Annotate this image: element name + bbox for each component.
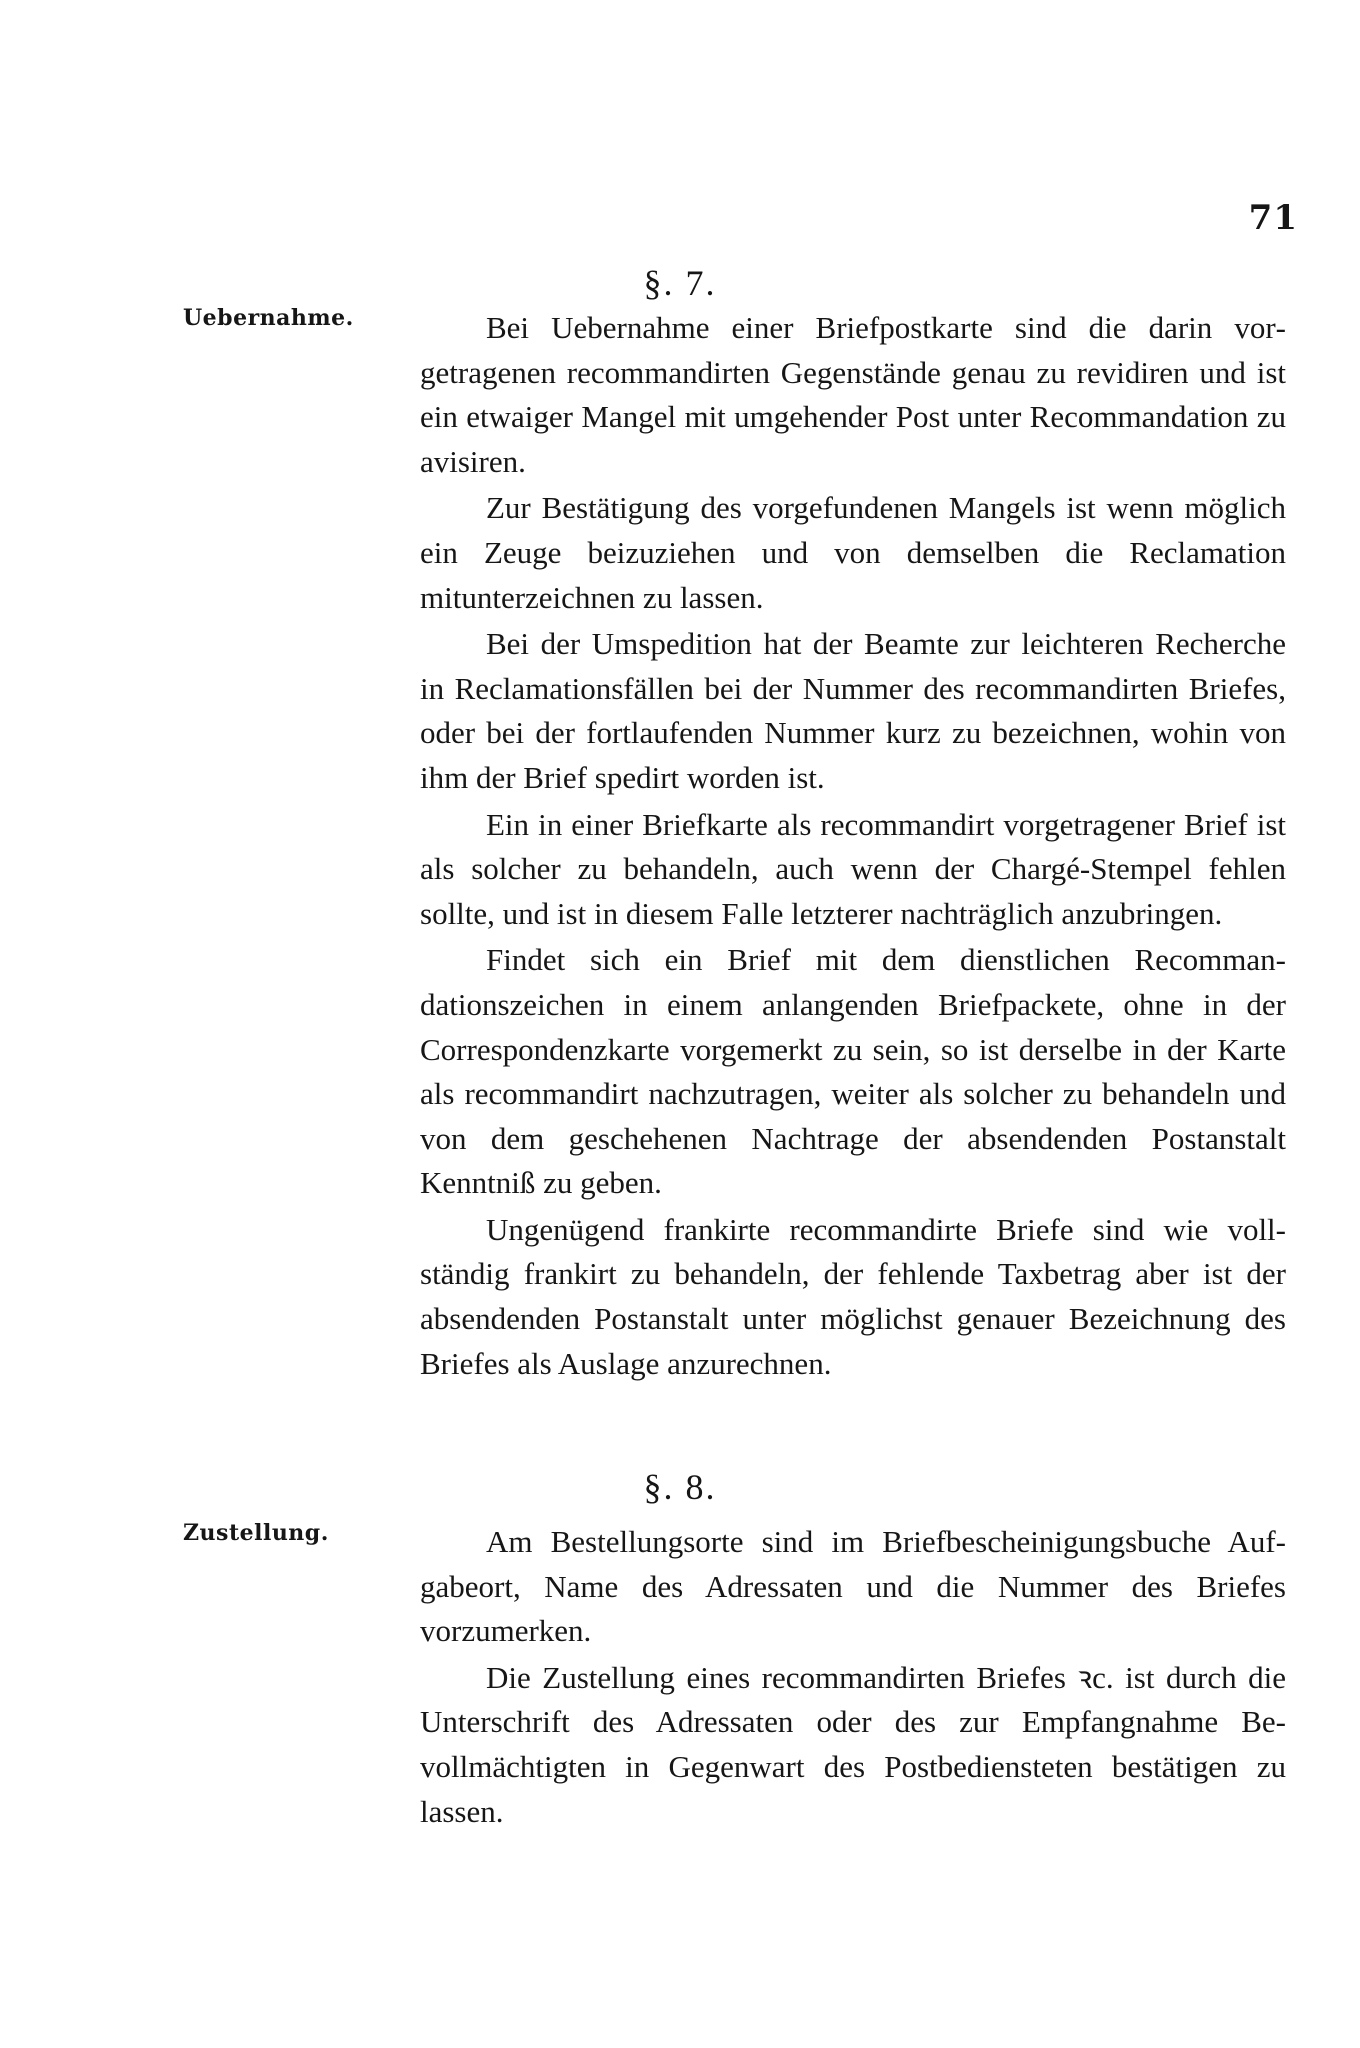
paragraph: Zur Bestätigung des vorgefundenen Mangels ist wenn möglich ein Zeuge beizuziehen und von demselben die Reclamation mitunterzeichnen zu lassen.: [420, 490, 1286, 615]
paragraph: Bei Uebernahme einer Briefpostkarte sind die darin vorgetragenen recommandirten Gegenstände genau zu revidiren und ist ein etwaiger Mangel mit umgehender Post unter Recommandation zu avisiren.: [420, 310, 1286, 479]
paragraph: Ein in einer Briefkarte als recommandirt vorgetragener Brief ist als solcher zu behandeln, auch wenn der Chargé-Stempel fehlen sollte, und ist in diesem Falle letzterer nachträglich anzubringen.: [420, 806, 1286, 931]
section-heading-7: §. 7.: [643, 263, 717, 303]
paragraph: Bei der Umspedition hat der Beamte zur leichteren Recherche in Reclamationsfällen bei der Nummer des recommandirten Briefes, oder bei der fortlaufenden Nummer kurz zu bezeichnen, wohin von ihm der Brief spedirt worden ist.: [420, 626, 1286, 795]
paragraph: Ungenügend frankirte recommandirte Briefe sind wie vollständig frankirt zu behandeln, der fehlende Taxbetrag aber ist der absendenden Postanstalt unter möglichst genauer Bezeichnung des Briefes als Auslage anzurechnen.: [420, 1211, 1286, 1381]
paragraph: Findet sich ein Brief mit dem dienstlichen Recommandationszeichen in einem anlangenden Briefpackete, ohne in der Correspondenzkarte vorgemerkt zu sein, so ist derselbe in der Karte als recommandirt nachzutragen, weiter als solcher zu behandeln und von dem geschehenen Nachtrage der absendenden Postanstalt Kenntniß zu geben.: [420, 942, 1286, 1201]
margin-note-zustellung: Zustellung.: [183, 1520, 329, 1546]
section-8-body: [420, 1520, 1286, 1836]
section-heading-8: §. 8.: [643, 1467, 717, 1507]
page-number: 71: [1248, 198, 1298, 238]
paragraph: Am Bestellungsorte sind im Briefbescheinigungsbuche Aufgabeort, Name des Adressaten und die Nummer des Briefes vorzumerken.: [420, 1524, 1286, 1649]
paragraph: Die Zustellung eines recommandirten Briefes ꝛc. ist durch die Unterschrift des Adressaten oder des zur Empfangnahme Bevollmächtigten in Gegenwart des Postbediensteten bestätigen zu lassen.: [420, 1659, 1286, 1829]
margin-note-uebernahme: Uebernahme.: [183, 305, 354, 331]
section-7-body: [420, 306, 1286, 1388]
